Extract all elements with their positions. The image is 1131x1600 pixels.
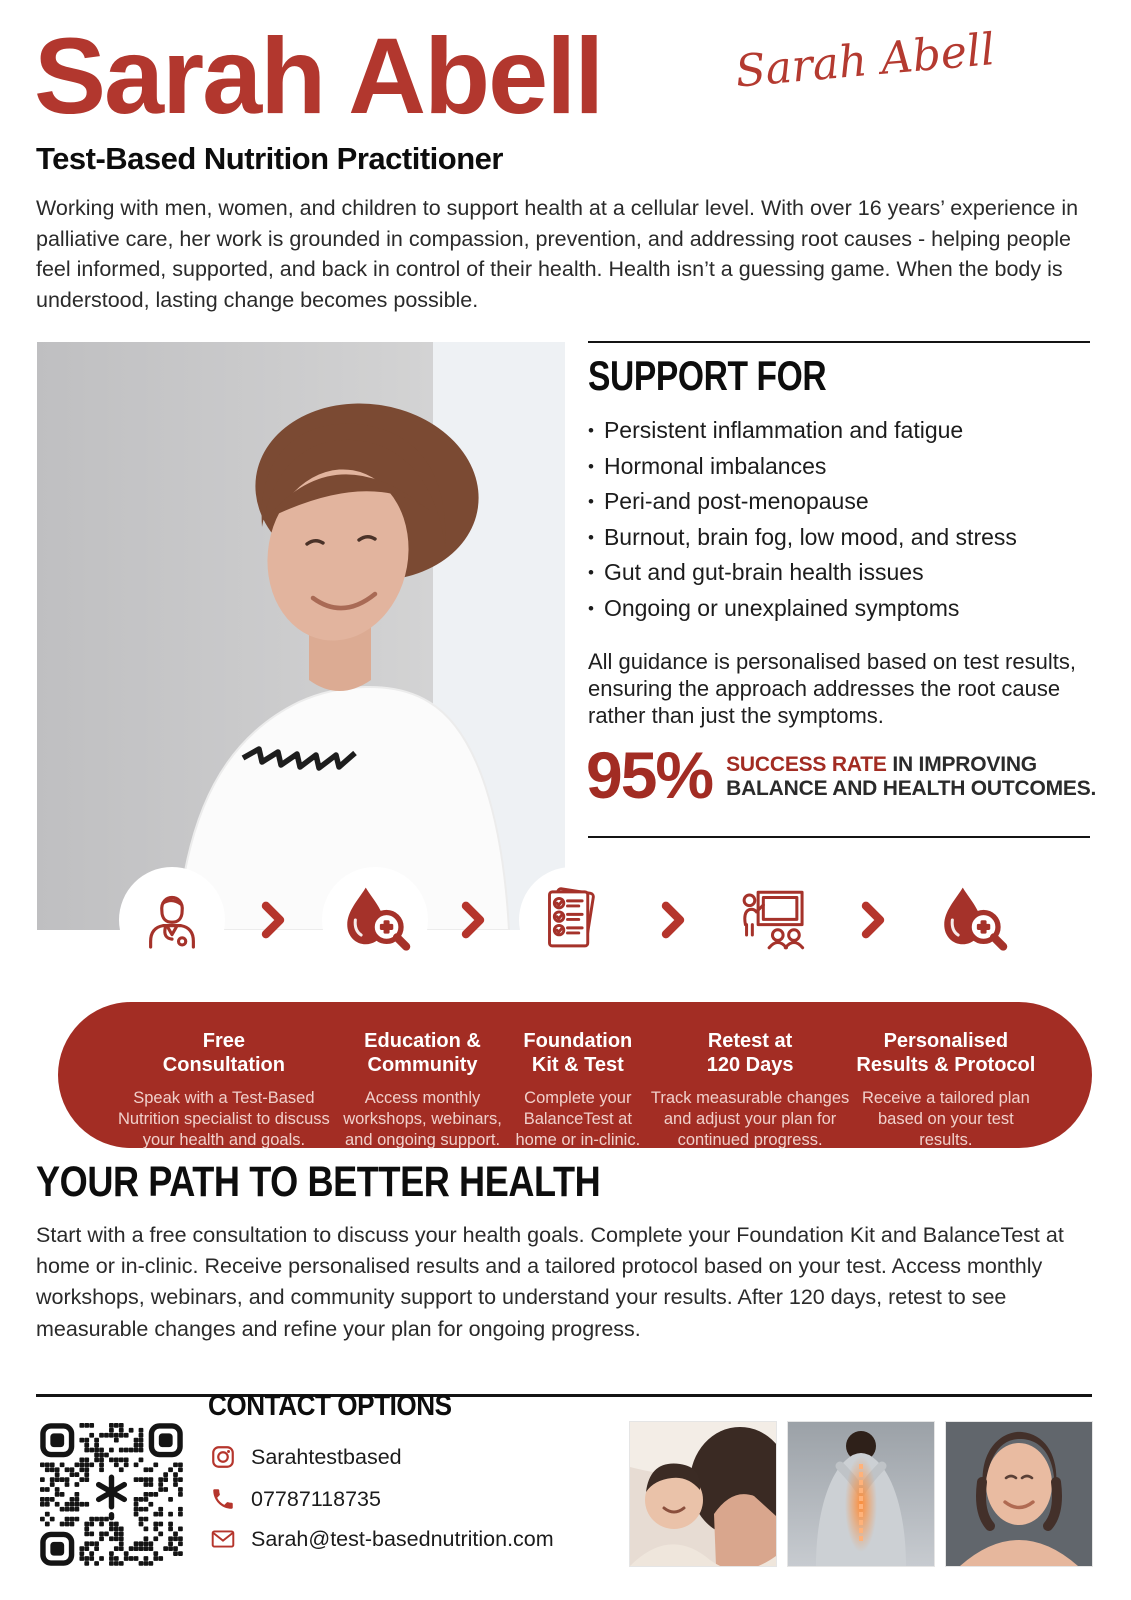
blood-test-magnifier-icon [338,883,412,957]
page-title: Sarah Abell [34,15,603,136]
photo-mother-and-child [630,1422,776,1566]
journey-step-title: Personalised Results & Protocol [856,1030,1036,1077]
journey-step-description: Access monthly workshops, webinars, and ongoing support. [343,1088,502,1149]
support-list-item: • Burnout, brain fog, low mood, and stress [588,521,1093,557]
qr-code [40,1423,183,1566]
support-list [588,414,1093,627]
chevron-right-icon [460,901,486,939]
contact-heading: CONTACT OPTIONS [208,1390,452,1422]
process-step-circle [919,867,1025,973]
process-step-circle [119,867,225,973]
journey-step [507,1002,648,1148]
support-list-item: • Gut and gut-brain health issues [588,556,1093,592]
phone-number: 07787118735 [251,1486,381,1511]
intro-paragraph: Working with men, women, and children to support health at a cellular level. With over 16 years’ experience in palliative care, her work is grounded in compassion, prevention, and addressing root causes - helping people feel informed, supported, and back in control of their health. Health isn’t a guessing game. When the body is understood, lasting change becomes possible. [36,196,1079,312]
instagram-icon [210,1444,236,1470]
journey-step-description: Track measurable changes and adjust your plan for continued progress. [650,1088,850,1149]
support-list-item: • Peri-and post-menopause [588,485,1093,521]
divider-line [36,1394,1092,1397]
signature-text: Sarah Abell [733,24,997,98]
photo-smiling-woman [946,1422,1092,1566]
journey-step-title: Retest at 120 Days [706,1030,794,1077]
doctor-consultation-icon [136,884,208,956]
contact-instagram[interactable] [210,1444,402,1470]
journey-step [852,1002,1040,1148]
contact-email[interactable] [210,1526,554,1552]
contact-phone[interactable] [210,1486,381,1512]
divider-line [588,836,1090,838]
journey-step-description: Complete your BalanceTest at home or in-clinic. [515,1088,641,1149]
page-subtitle: Test-Based Nutrition Practitioner [36,141,503,176]
journey-banner [58,1002,1092,1148]
journey-step [648,1002,851,1148]
instagram-handle: Sarahtestbased [251,1444,402,1469]
practitioner-photo [37,342,565,930]
stat-value: 95% [586,738,713,812]
stat-caption: SUCCESS RATE IN IMPROVING BALANCE AND HEALTH OUTCOMES. [726,753,1097,801]
chevron-right-icon [660,901,686,939]
email-address: Sarah@test-basednutrition.com [251,1526,554,1551]
blood-test-magnifier-icon [935,883,1009,957]
divider-line [588,341,1090,343]
journey-step-description: Receive a tailored plan based on your test results. [861,1088,1030,1149]
success-rate-stat [586,738,1131,812]
journey-step-description: Speak with a Test-Based Nutrition specialist to discuss your health and goals. [117,1088,330,1149]
chevron-right-icon [860,901,886,939]
support-list-item: • Hormonal imbalances [588,450,1093,486]
journey-step [338,1002,507,1148]
phone-icon [210,1486,236,1512]
process-step-circle [719,867,825,973]
journey-step-title: Education & Community [364,1030,481,1077]
checklist-icon [536,884,608,956]
workshop-presentation-icon [735,883,809,957]
journey-step [110,1002,338,1148]
email-icon [210,1526,236,1552]
journey-step-title: Free Consultation [162,1030,285,1077]
chevron-right-icon [260,901,286,939]
support-note: All guidance is personalised based on test results, ensuring the approach addresses the root cause rather than just the symptoms. [588,649,1076,729]
path-heading: YOUR PATH TO BETTER HEALTH [36,1158,601,1206]
process-step-circle [322,867,428,973]
photo-back-pain-spine [788,1422,934,1566]
journey-step-title: Foundation Kit & Test [523,1030,633,1077]
support-list-item: • Ongoing or unexplained symptoms [588,592,1093,628]
support-list-item: • Persistent inflammation and fatigue [588,414,1093,450]
path-paragraph: Start with a free consultation to discuss your health goals. Complete your Foundation Kit and BalanceTest at home or in-clinic. Receive personalised results and a tailored protocol based on your test. Access monthly workshops, webinars, and community support to understand your results. After 120 days, retest to see measurable changes and refine your plan for ongoing progress. [36,1223,1064,1341]
qr-center-logo [99,1477,125,1517]
support-heading: SUPPORT FOR [588,352,827,399]
process-step-circle [519,867,625,973]
stat-highlight: SUCCESS RATE [726,753,887,776]
practitioner-photo-illustration [37,342,565,930]
